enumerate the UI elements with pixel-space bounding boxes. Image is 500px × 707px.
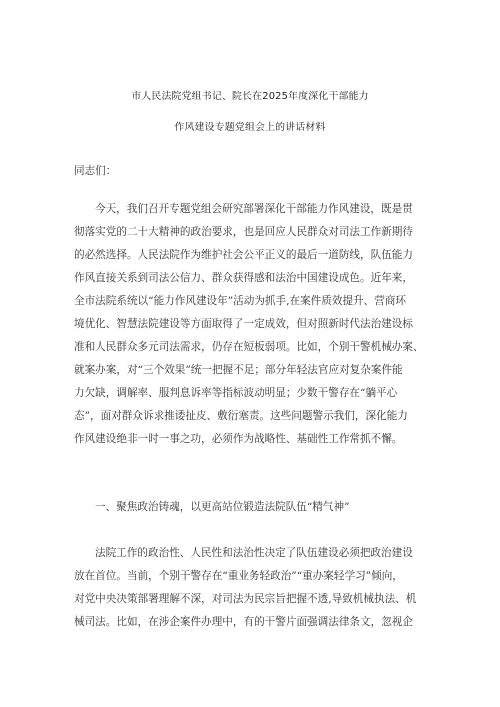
paragraph2-line: 对党中央决策部署理解不深，对司法为民宗旨把握不透,导致机械执法、机 bbox=[74, 593, 417, 605]
paragraph1-line: 力欠缺，调解率、服判息诉率等指标波动明显；少数干警存在“躺平心 bbox=[74, 387, 398, 399]
paragraph1-line: 的必然选择。人民法院作为维护社会公平正义的最后一道防线，队伍能力 bbox=[74, 249, 413, 261]
paragraph1-line: 彻落实党的二十大精神的政治要求，也是回应人民群众对司法工作新期待 bbox=[74, 226, 413, 238]
paragraph1-line: 今天，我们召开专题党组会研究部署深化干部能力作风建设，既是贯 bbox=[95, 203, 413, 215]
salutation: 同志们： bbox=[74, 165, 117, 177]
paragraph1-line: 就案办案，对“三个效果”统一把握不足；部分年轻法官应对复杂案件能 bbox=[74, 364, 403, 376]
paragraph1-line: 作风直接关系到司法公信力、群众获得感和法治中国建设成色。近年来， bbox=[74, 272, 413, 284]
paragraph1-line: 境优化、智慧法院建设等方面取得了一定成效，但对照新时代法治建设标 bbox=[74, 318, 413, 330]
paragraph1-line: 全市法院系统以“能力作风建设年”活动为抓手,在案件质效提升、营商环 bbox=[74, 295, 407, 307]
paragraph1-line: 态”，面对群众诉求推诿扯皮、敷衍塞责。这些问题警示我们，深化能力 bbox=[74, 410, 408, 422]
paragraph2-line: 放在首位。当前，个别干警存在“重业务轻政治”“重办案轻学习”倾向， bbox=[74, 570, 403, 582]
paragraph1-line: 准和人民群众多元司法需求，仍存在短板弱项。比如，个别干警机械办案、 bbox=[74, 341, 424, 353]
paragraph1-line: 作风建设绝非一时一事之功，必须作为战略性、基础性工作常抓不懈。 bbox=[74, 433, 403, 445]
document-title-line-1: 市人民法院党组书记、院长在2025年度深化干部能力 bbox=[131, 91, 369, 102]
section-heading-1: 一、聚焦政治铸魂，以更高站位锻造法院队伍“精气神” bbox=[95, 501, 350, 513]
paragraph2-line: 械司法。比如，在涉企案件办理中，有的干警片面强调法律条文，忽视企 bbox=[74, 616, 413, 628]
paragraph2-line: 法院工作的政治性、人民性和法治性决定了队伍建设必须把政治建设 bbox=[95, 547, 413, 559]
document-title-line-2: 作风建设专题党组会上的讲话材料 bbox=[174, 122, 326, 133]
